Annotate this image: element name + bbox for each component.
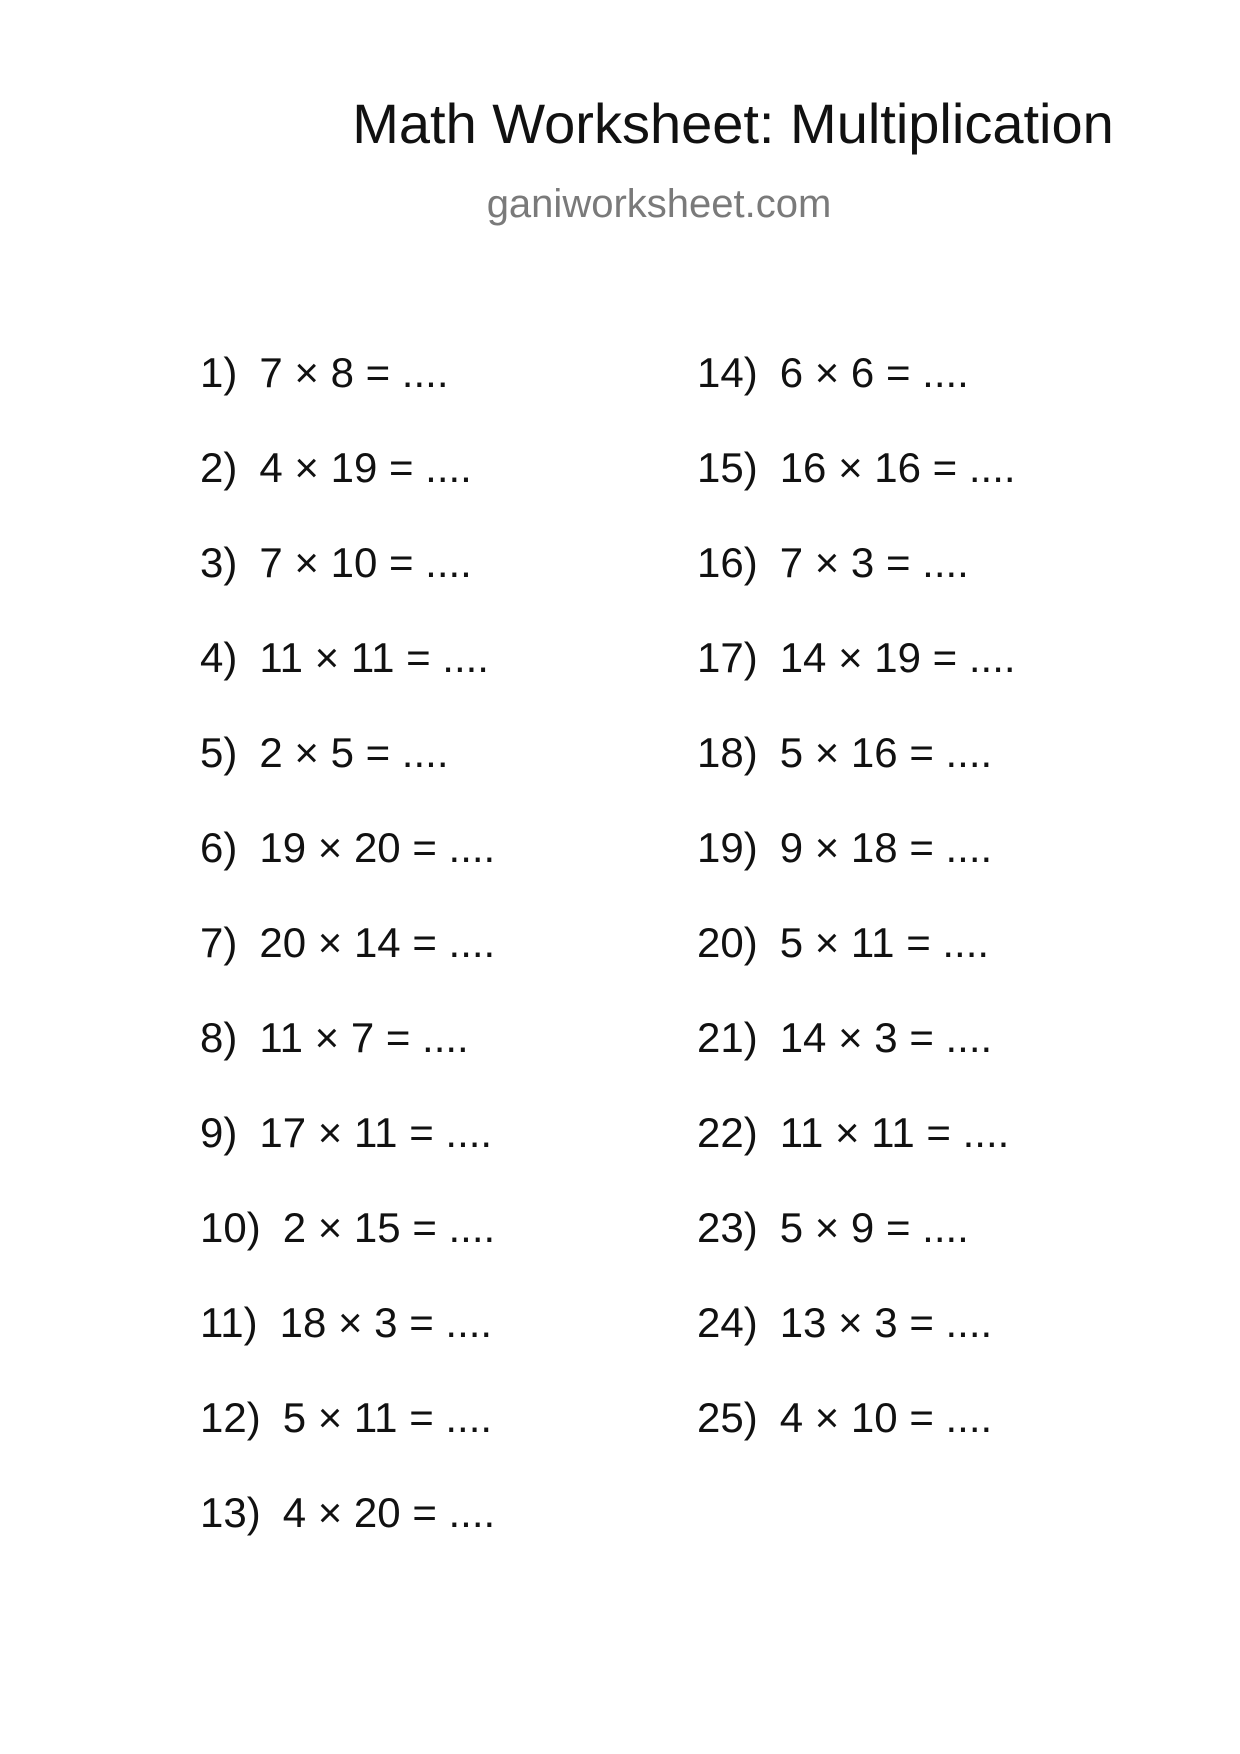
problem-expression: 14 × 3 = ....: [779, 1014, 993, 1061]
problem-item: [697, 349, 1016, 447]
problem-item: [697, 1109, 1016, 1207]
problem-item: [200, 1489, 496, 1587]
problem-expression: 5 × 16 = ....: [779, 729, 993, 776]
problem-expression: 17 × 11 = ....: [259, 1109, 493, 1156]
problem-expression: 5 × 11 = ....: [779, 919, 990, 966]
problem-item: [200, 919, 496, 1017]
problem-expression: 11 × 7 = ....: [259, 1014, 469, 1061]
problem-item: [697, 1204, 1016, 1302]
problem-number: 2): [200, 444, 238, 491]
problem-number: 20): [697, 919, 758, 966]
problem-expression: 19 × 20 = ....: [259, 824, 496, 871]
problem-item: [200, 729, 495, 827]
problem-expression: 6 × 6 = ....: [779, 349, 969, 396]
problem-number: 4): [200, 634, 238, 681]
problem-number: 14): [697, 349, 758, 396]
problem-expression: 7 × 8 = ....: [259, 349, 449, 396]
problem-number: 7): [200, 919, 238, 966]
problem-number: 16): [697, 539, 758, 586]
problem-number: 9): [200, 1109, 238, 1156]
problem-expression: 4 × 19 = ....: [259, 444, 472, 491]
problem-number: 22): [697, 1109, 758, 1156]
problem-item: [200, 444, 495, 542]
problem-item: [697, 729, 1016, 827]
problem-number: 11): [200, 1299, 258, 1346]
problem-item: [200, 1394, 495, 1492]
problem-expression: 9 × 18 = ....: [779, 824, 993, 871]
problem-number: 21): [697, 1014, 758, 1061]
problem-number: 17): [697, 634, 758, 681]
problem-item: [697, 1394, 1016, 1492]
problem-expression: 11 × 11 = ....: [259, 634, 489, 681]
problem-expression: 13 × 3 = ....: [779, 1299, 993, 1346]
problem-item: [697, 1014, 1016, 1112]
problem-number: 18): [697, 729, 758, 776]
problem-item: [697, 824, 1016, 922]
problem-item: [697, 1299, 1016, 1397]
problem-expression: 7 × 10 = ....: [259, 539, 472, 586]
problem-expression: 4 × 20 = ....: [282, 1489, 496, 1536]
problem-expression: 18 × 3 = ....: [279, 1299, 493, 1346]
problem-number: 24): [697, 1299, 758, 1346]
problem-expression: 14 × 19 = ....: [779, 634, 1016, 681]
problem-item: [200, 539, 495, 637]
problem-number: 25): [697, 1394, 758, 1441]
problem-number: 5): [200, 729, 238, 776]
problem-expression: 2 × 5 = ....: [259, 729, 449, 776]
problem-number: 15): [697, 444, 758, 491]
problem-number: 12): [200, 1394, 261, 1441]
problem-list-left: [200, 349, 496, 1587]
problem-expression: 7 × 3 = ....: [779, 539, 969, 586]
problem-number: 10): [200, 1204, 261, 1251]
problem-expression: 4 × 10 = ....: [779, 1394, 993, 1441]
problem-expression: 5 × 9 = ....: [779, 1204, 969, 1251]
problem-item: [200, 824, 496, 922]
problem-expression: 20 × 14 = ....: [259, 919, 496, 966]
problem-item: [697, 444, 1016, 542]
problem-number: 13): [200, 1489, 261, 1536]
problem-number: 19): [697, 824, 758, 871]
problem-number: 8): [200, 1014, 238, 1061]
problem-item: [697, 539, 1016, 637]
problem-item: [200, 1014, 495, 1112]
problem-expression: 11 × 11 = ....: [779, 1109, 1010, 1156]
problem-item: [200, 1204, 496, 1302]
problem-number: 1): [200, 349, 238, 396]
problem-list-right: [697, 349, 1016, 1492]
problem-expression: 16 × 16 = ....: [779, 444, 1016, 491]
problem-item: [200, 634, 495, 732]
problem-item: [697, 634, 1016, 732]
problem-number: 23): [697, 1204, 758, 1251]
problem-expression: 5 × 11 = ....: [282, 1394, 493, 1441]
website-url: ganiworksheet.com: [486, 182, 832, 226]
problem-expression: 2 × 15 = ....: [282, 1204, 496, 1251]
problem-item: [200, 1299, 495, 1397]
problem-number: 3): [200, 539, 238, 586]
problem-item: [200, 1109, 495, 1207]
problem-item: [697, 919, 1016, 1017]
problem-number: 6): [200, 824, 238, 871]
problem-item: [200, 349, 495, 447]
worksheet-title: Math Worksheet: Multiplication: [352, 92, 1114, 155]
